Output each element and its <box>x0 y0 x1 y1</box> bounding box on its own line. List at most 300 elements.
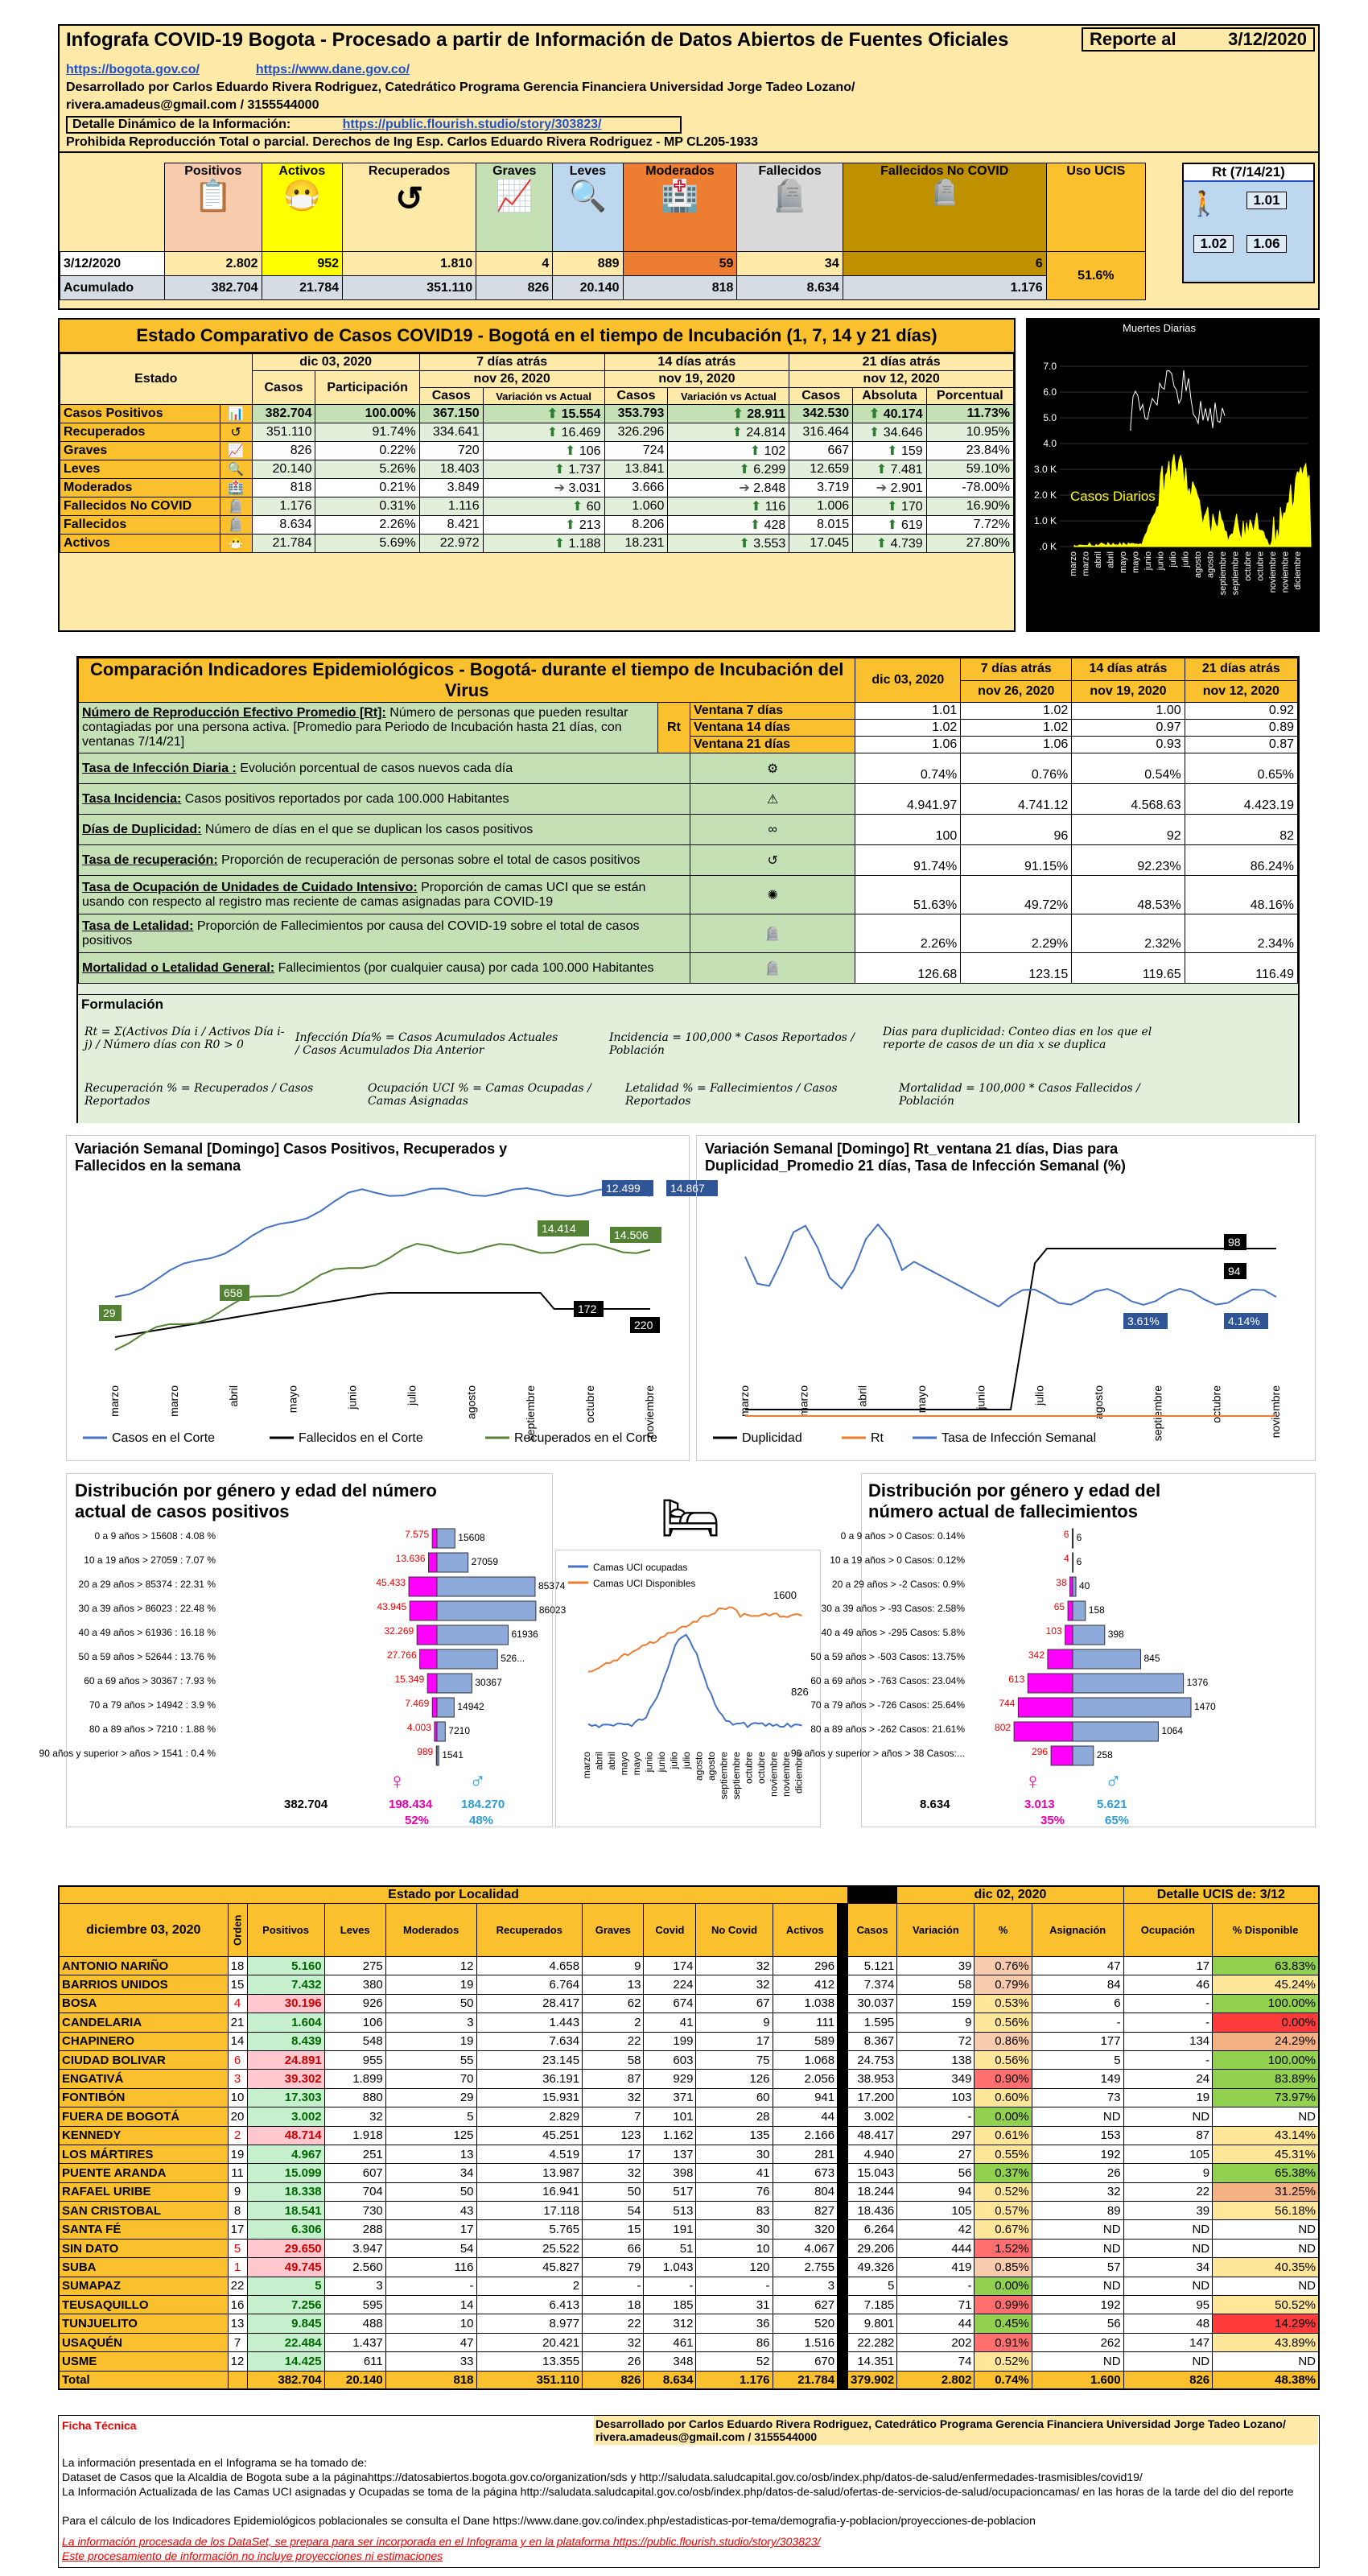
loc-cell: 191 <box>644 2220 696 2239</box>
data-label: 3.61% <box>1127 1315 1160 1327</box>
loc-cell: 72 <box>897 2032 974 2050</box>
loc-row <box>59 2333 1319 2351</box>
link-dane[interactable]: https://www.dane.gov.co/ <box>255 63 410 76</box>
female-value: 989 <box>417 1746 434 1757</box>
loc-name: ENGATIVÁ <box>59 2070 228 2088</box>
loc-name: RAFAEL URIBE <box>59 2182 228 2201</box>
loc-cell: 111 <box>773 2013 838 2032</box>
separator <box>838 2296 848 2314</box>
kpi-row-label: 3/12/2020 <box>60 252 165 276</box>
detail-link[interactable]: https://public.flourish.studio/story/303823/ <box>342 118 602 131</box>
loc-cell: 603 <box>644 2050 696 2069</box>
loc-cell: 21.784 <box>773 2371 838 2389</box>
prohibited-line: Prohibida Reproducción Total o parcial. Derechos de Ing Esp. Carlos Eduardo Rivera Rodriguez - MP CL205-1933 <box>66 135 759 149</box>
indicator-cell: 48.16% <box>1185 876 1297 914</box>
search-icon: 🔍 <box>568 180 608 213</box>
estado-cell: 59.10% <box>926 460 1013 479</box>
loc-cell: 30.196 <box>247 1994 324 2013</box>
estado-col-header: nov 19, 2020 <box>604 371 789 388</box>
separator <box>838 1957 848 1975</box>
loc-orden: 4 <box>228 1994 247 2013</box>
female-bar <box>429 1553 437 1572</box>
loc-cell: 65.38% <box>1213 2164 1319 2182</box>
loc-name: TUNJUELITO <box>59 2314 228 2333</box>
indicators-table <box>78 658 1298 984</box>
male-value: 15608 <box>458 1532 485 1543</box>
male-bar <box>437 1746 439 1765</box>
x-tick-label: septiembre <box>1151 1385 1164 1442</box>
tombstone-icon: 🪦 <box>770 180 810 213</box>
estado-cell: 1.116 <box>419 497 483 516</box>
loc-cell: ND <box>1032 2277 1123 2295</box>
loc-cell: 1.068 <box>773 2050 838 2069</box>
x-tick-label: mayo <box>618 1752 630 1776</box>
loc-cell: 40.35% <box>1213 2258 1319 2277</box>
indicator-description: Tasa de Ocupación de Unidades de Cuidado Intensivo: Proporción de camas UCI que se están usando con respecto al registro mas reciente de camas asignadas para COVID-19 <box>79 876 690 914</box>
estado-cell: ⬆ 159 <box>853 442 926 460</box>
data-label: 826 <box>791 1686 809 1698</box>
loc-cell: 48.714 <box>247 2126 324 2145</box>
indicator-description: Tasa Incidencia: Casos positivos reportados por cada 100.000 Habitantes <box>79 784 690 815</box>
loc-cell: 0.74% <box>974 2371 1032 2389</box>
loc-cell: 10 <box>696 2239 773 2257</box>
loc-cell: ND <box>1123 2352 1213 2371</box>
female-total: 3.013 <box>1024 1798 1055 1811</box>
data-label: 14.506 <box>614 1228 649 1241</box>
loc-cell: 57 <box>1032 2258 1123 2277</box>
loc-name: USAQUÉN <box>59 2333 228 2351</box>
loc-cell: 348 <box>644 2352 696 2371</box>
age-label: 30 a 39 años > -93 Casos: 2.58% <box>821 1603 965 1614</box>
loc-cell: 101 <box>644 2107 696 2126</box>
loc-cell: 6.264 <box>848 2220 897 2239</box>
estado-row-icon: 🏥 <box>220 479 252 497</box>
loc-orden: 9 <box>228 2182 247 2201</box>
loc-cell: 0.67% <box>974 2220 1032 2239</box>
estado-cell: 1.006 <box>789 497 853 516</box>
estado-cell: 8.015 <box>789 516 853 535</box>
rt-box <box>1182 163 1315 283</box>
estado-cell: 1.060 <box>604 497 668 516</box>
loc-cell: 0.90% <box>974 2070 1032 2088</box>
rt-window: Ventana 21 días <box>690 737 855 753</box>
x-tick-label: octubre <box>1209 1385 1223 1423</box>
estado-cell: 342.530 <box>789 405 853 423</box>
loc-cell: 627 <box>773 2296 838 2314</box>
indicator-cell: 116.49 <box>1185 953 1297 984</box>
estado-cell: 351.110 <box>252 423 315 442</box>
male-bar <box>1073 1625 1105 1645</box>
separator <box>838 2371 848 2389</box>
estado-cell: ⬆ 34.646 <box>853 423 926 442</box>
loc-cell: 192 <box>1032 2296 1123 2314</box>
formula-incidencia: Incidencia = 100,000 * Casos Reportados / Población <box>609 1031 855 1057</box>
male-bar <box>437 1577 535 1596</box>
loc-cell: 548 <box>324 2032 385 2050</box>
estado-row-label: Casos Positivos <box>60 405 220 423</box>
x-tick-label: marzo <box>738 1385 751 1417</box>
estado-row-label: Moderados <box>60 479 220 497</box>
estado-cell: 667 <box>789 442 853 460</box>
indicator-cell: 2.29% <box>961 914 1072 953</box>
loc-cell: 7 <box>583 2107 644 2126</box>
loc-cell: 79 <box>583 2258 644 2277</box>
estado-cell: ⬆ 15.554 <box>483 405 604 423</box>
loc-cell: 0.56% <box>974 2050 1032 2069</box>
author-line: Desarrollado por Carlos Eduardo Rivera Rodriguez, Catedrático Programa Gerencia Financiera Universidad Jorge Tadeo Lozano/ <box>66 80 855 94</box>
loc-cell: ND <box>1213 2107 1319 2126</box>
loc-orden: 18 <box>228 1957 247 1975</box>
kpi-cell: 6 <box>843 252 1046 276</box>
x-tick-label: agosto <box>464 1385 478 1420</box>
loc-cell: 48.417 <box>848 2126 897 2145</box>
weekly-cases-chart <box>66 1135 705 1461</box>
age-label: 10 a 19 años > 27059 : 7.07 % <box>84 1554 216 1566</box>
male-bar <box>437 1529 455 1548</box>
loc-cell: ND <box>1213 2239 1319 2257</box>
kpi-head-activos: Activos 😷 <box>262 163 343 252</box>
loc-cell: 120 <box>696 2258 773 2277</box>
loc-cell: 44 <box>897 2314 974 2333</box>
loc-cell: 74 <box>897 2352 974 2371</box>
loc-cell: 296 <box>773 1957 838 1975</box>
loc-cell: 13.355 <box>476 2352 583 2371</box>
male-value: 526... <box>501 1653 525 1664</box>
loc-cell: 517 <box>644 2182 696 2201</box>
loc-cell: ND <box>1123 2277 1213 2295</box>
x-tick-label: junio <box>1143 551 1153 571</box>
footer-line: La Información Actualizada de las Camas UCI asignadas y Ocupadas se toma de la página http://saludata.saludcapital.gov.co/osb/index.php/datos-de-salud/ofertas-de-servicios-de-salud/ocupacioncamas/ en las horas de la tarde del dio del reporte <box>62 2485 1294 2498</box>
loc-cell: 14 <box>385 2296 476 2314</box>
male-value: 61936 <box>511 1629 538 1640</box>
x-tick-label: agosto <box>1205 551 1216 579</box>
estado-cell: 334.641 <box>419 423 483 442</box>
loc-cell: 62 <box>583 1994 644 2013</box>
loc-cell: 138 <box>897 2050 974 2069</box>
loc-cell: 30 <box>696 2220 773 2239</box>
x-tick-label: marzo <box>797 1385 810 1417</box>
female-bar <box>1014 1722 1073 1741</box>
estado-cell: ⬆ 116 <box>668 497 789 516</box>
y-tick-label: 1.0 K <box>1033 515 1057 526</box>
loc-name: FUERA DE BOGOTÁ <box>59 2107 228 2126</box>
y-tick-label: 3.0 K <box>1033 464 1057 475</box>
indicator-cell: 0.54% <box>1072 753 1185 784</box>
indicator-row <box>79 953 1298 984</box>
male-value: 7210 <box>448 1725 471 1736</box>
loc-cell: 18 <box>583 2296 644 2314</box>
indicator-cell: 92 <box>1072 815 1185 845</box>
uci-chart <box>555 1550 821 1827</box>
footer-note: La información procesada de los DataSet, se prepara para ser incorporada en el Infograma y en la plataforma https://public.flourish.studio/story/303823/ <box>62 2535 821 2548</box>
loc-row <box>59 2088 1319 2107</box>
daily-chart-svg <box>1026 318 1320 632</box>
loc-cell: 32 <box>583 2088 644 2107</box>
loc-row <box>59 1975 1319 1994</box>
loc-cell: 312 <box>644 2314 696 2333</box>
estado-row-label: Activos <box>60 535 220 553</box>
loc-cell: 26 <box>1032 2164 1123 2182</box>
loc-cell: 351.110 <box>476 2371 583 2389</box>
loc-cell: 48 <box>1123 2314 1213 2333</box>
loc-row <box>59 2239 1319 2257</box>
loc-cell: 5 <box>247 2277 324 2295</box>
kpi-cell: 826 <box>476 276 553 300</box>
loc-cell: 29 <box>385 2088 476 2107</box>
loc-group-header: Detalle UCIS de: 3/12 <box>1123 1886 1319 1904</box>
estado-cell: 22.972 <box>419 535 483 553</box>
female-value: 38 <box>1056 1577 1067 1588</box>
female-bar <box>432 1529 437 1548</box>
age-label: 40 a 49 años > -295 Casos: 5.8% <box>821 1627 965 1638</box>
loc-cell: 730 <box>324 2202 385 2220</box>
loc-cell: 412 <box>773 1975 838 1994</box>
loc-orden: 10 <box>228 2088 247 2107</box>
loc-orden: 6 <box>228 2050 247 2069</box>
separator <box>838 2352 848 2371</box>
indicator-cell: 0.65% <box>1185 753 1297 784</box>
estado-row-icon: 🪦 <box>220 497 252 516</box>
rt-cell: 1.02 <box>855 720 961 737</box>
loc-cell: 0.00% <box>974 2277 1032 2295</box>
loc-cell: 13.987 <box>476 2164 583 2182</box>
x-tick-label: octubre <box>1243 551 1253 581</box>
male-value: 1541 <box>442 1749 464 1761</box>
series-line <box>115 1293 650 1337</box>
loc-cell: 5 <box>848 2277 897 2295</box>
loc-cell: 14.425 <box>247 2352 324 2371</box>
estado-cell: ⬆ 170 <box>853 497 926 516</box>
loc-cell: 16.941 <box>476 2182 583 2201</box>
female-pct: 52% <box>405 1814 430 1827</box>
estado-col-header: Absoluta <box>853 388 926 405</box>
loc-cell: 673 <box>773 2164 838 2182</box>
indicator-row <box>79 815 1298 845</box>
indicator-col-header: 21 días atrás <box>1185 658 1297 681</box>
x-tick-label: noviembre <box>1280 551 1291 593</box>
link-bogota[interactable]: https://bogota.gov.co/ <box>66 63 200 76</box>
x-tick-label: septiembre <box>731 1752 742 1800</box>
loc-cell: 24.753 <box>848 2050 897 2069</box>
separator <box>838 2164 848 2182</box>
indicator-col-header: 7 días atrás <box>961 658 1072 681</box>
indicator-description: Tasa de Infección Diaria : Evolución porcentual de casos nuevos cada día <box>79 753 690 784</box>
estado-cell: 3.719 <box>789 479 853 497</box>
loc-row <box>59 2032 1319 2050</box>
separator <box>838 2333 848 2351</box>
loc-col-header: Covid <box>644 1904 696 1957</box>
loc-name: BOSA <box>59 1994 228 2013</box>
estado-row <box>60 479 1014 497</box>
loc-cell: 7.634 <box>476 2032 583 2050</box>
loc-cell: 29.650 <box>247 2239 324 2257</box>
loc-cell: 22 <box>1123 2182 1213 2201</box>
estado-col-header: 7 días atrás <box>419 354 604 371</box>
indicators-panel <box>76 656 1300 1123</box>
loc-row <box>59 2182 1319 2201</box>
estado-cell: 0.21% <box>315 479 419 497</box>
estado-cell: 818 <box>252 479 315 497</box>
loc-cell: 0.56% <box>974 2013 1032 2032</box>
loc-row <box>59 2013 1319 2032</box>
loc-cell: 1.443 <box>476 2013 583 2032</box>
loc-cell: 8.977 <box>476 2314 583 2333</box>
loc-cell: 382.704 <box>247 2371 324 2389</box>
data-label: 4.14% <box>1228 1315 1260 1327</box>
loc-cell: 8.367 <box>848 2032 897 2050</box>
female-bar <box>1068 1601 1073 1620</box>
loc-cell: 9 <box>897 2013 974 2032</box>
clipboard-icon: 📋 <box>194 180 233 213</box>
rt-value-21: 1.06 <box>1246 235 1287 253</box>
loc-cell: 17.200 <box>848 2088 897 2107</box>
estado-row-label: Fallecidos No COVID <box>60 497 220 516</box>
indicator-cell: 126.68 <box>855 953 961 984</box>
loc-name: SIN DATO <box>59 2239 228 2257</box>
x-tick-label: abril <box>855 1385 869 1407</box>
separator <box>838 2145 848 2163</box>
formula-box <box>78 994 1298 1123</box>
male-value: 27059 <box>471 1556 499 1567</box>
loc-cell: - <box>583 2277 644 2295</box>
age-label: 80 a 89 años > -262 Casos: 21.61% <box>810 1724 965 1735</box>
loc-orden: 8 <box>228 2202 247 2220</box>
separator <box>838 2032 848 2050</box>
loc-cell: 5.121 <box>848 1957 897 1975</box>
female-value: 613 <box>1008 1674 1025 1685</box>
loc-cell: ND <box>1213 2352 1319 2371</box>
kpi-cell: 351.110 <box>343 276 476 300</box>
loc-cell: 262 <box>1032 2333 1123 2351</box>
loc-cell: 12 <box>385 1957 476 1975</box>
loc-cell: ND <box>1032 2220 1123 2239</box>
loc-row <box>59 2050 1319 2069</box>
x-tick-label: mayo <box>1119 551 1128 573</box>
rt-cell: 0.87 <box>1185 737 1297 753</box>
uso-ucis-value: 51.6% <box>1046 252 1145 300</box>
x-tick-label: noviembre <box>781 1752 792 1798</box>
estado-title: Estado Comparativo de Casos COVID19 - Bogotá en el tiempo de Incubación (1, 7, 14 y 21 días) <box>60 320 1014 353</box>
female-value: 342 <box>1028 1649 1045 1661</box>
daily-chart <box>1026 318 1320 632</box>
loc-name: USME <box>59 2352 228 2371</box>
loc-cell: 147 <box>1123 2333 1213 2351</box>
y-tick-label: 2.0 K <box>1033 489 1057 501</box>
loc-cell: 17 <box>385 2220 476 2239</box>
kpi-head-moderados: Moderados 🏥 <box>623 163 737 252</box>
indicator-cell: 123.15 <box>961 953 1072 984</box>
formula-letalidad: Letalidad % = Fallecimientos / Casos Reportados <box>625 1082 838 1108</box>
estado-col-header: 14 días atrás <box>604 354 789 371</box>
loc-cell: 0.79% <box>974 1975 1032 1994</box>
loc-cell: 46 <box>1123 1975 1213 1994</box>
loc-cell: 818 <box>385 2371 476 2389</box>
x-tick-label: septiembre <box>718 1752 730 1800</box>
loc-orden: 22 <box>228 2277 247 2295</box>
kpi-cell: 818 <box>623 276 737 300</box>
cases-pyramid <box>39 1473 567 1827</box>
male-value: 86023 <box>538 1604 567 1616</box>
indicator-icon: ⚙ <box>690 753 855 784</box>
loc-cell: 827 <box>773 2202 838 2220</box>
loc-cell: 14.351 <box>848 2352 897 2371</box>
loc-cell: 105 <box>897 2202 974 2220</box>
x-tick-label: marzo <box>108 1385 121 1417</box>
estado-cell: ⬆ 213 <box>483 516 604 535</box>
loc-cell: 0.61% <box>974 2126 1032 2145</box>
loc-cell: 83.89% <box>1213 2070 1319 2088</box>
loc-cell: 19 <box>1123 2088 1213 2107</box>
estado-col-header: dic 03, 2020 <box>252 354 419 371</box>
kpi-cell: 889 <box>553 252 623 276</box>
loc-col-header: % <box>974 1904 1032 1957</box>
formula-duplicidad: Dias para duplicidad: Conteo dias en los que el reporte de casos de un dia x se duplica <box>883 1026 1152 1051</box>
loc-cell: 23.145 <box>476 2050 583 2069</box>
loc-orden <box>228 2371 247 2389</box>
loc-cell: 2.560 <box>324 2258 385 2277</box>
female-value: 13.636 <box>395 1553 426 1564</box>
female-value: 27.766 <box>386 1649 417 1661</box>
uci-available-line <box>588 1607 802 1671</box>
kpi-cell: 4 <box>476 252 553 276</box>
kpi-cell: 1.176 <box>843 276 1046 300</box>
loc-cell: 1.600 <box>1032 2371 1123 2389</box>
loc-cell: 826 <box>1123 2371 1213 2389</box>
indicator-cell: 0.74% <box>855 753 961 784</box>
loc-cell: 159 <box>897 1994 974 2013</box>
indicator-description: Tasa de Letalidad: Proporción de Fallecimientos por causa del COVID-19 sobre el total de casos positivos <box>79 914 690 953</box>
rt-cell: 1.01 <box>855 703 961 720</box>
loc-cell: 89 <box>1032 2202 1123 2220</box>
loc-orden: 17 <box>228 2220 247 2239</box>
loc-cell: ND <box>1032 2352 1123 2371</box>
estado-cell: 21.784 <box>252 535 315 553</box>
x-tick-label: julio <box>681 1752 692 1769</box>
loc-row <box>59 1957 1319 1975</box>
estado-row-label: Leves <box>60 460 220 479</box>
loc-cell: 36.191 <box>476 2070 583 2088</box>
estado-col-header: nov 26, 2020 <box>419 371 604 388</box>
female-value: 296 <box>1032 1746 1049 1757</box>
loc-cell: 22 <box>583 2032 644 2050</box>
loc-cell: 149 <box>1032 2070 1123 2088</box>
rt-window: Ventana 7 días <box>690 703 855 720</box>
loc-col-header: Asignación <box>1032 1904 1123 1957</box>
estado-cell: -78.00% <box>926 479 1013 497</box>
loc-cell: 2 <box>476 2277 583 2295</box>
loc-cell: 419 <box>897 2258 974 2277</box>
loc-cell: 1.162 <box>644 2126 696 2145</box>
indicator-row <box>79 914 1298 953</box>
page-title: Infografa COVID-19 Bogota - Procesado a partir de Información de Datos Abiertos de Fuentes Oficiales <box>66 29 1009 51</box>
estado-cell: ⬆ 7.481 <box>853 460 926 479</box>
loc-cell: 134 <box>1123 2032 1213 2050</box>
loc-cell: 2.056 <box>773 2070 838 2088</box>
estado-cell: ⬆ 4.739 <box>853 535 926 553</box>
female-value: 4.003 <box>406 1722 431 1733</box>
loc-cell: 5.160 <box>247 1957 324 1975</box>
uci-chart-svg <box>556 1550 822 1828</box>
indicator-cell: 2.34% <box>1185 914 1297 953</box>
estado-panel <box>58 318 1016 632</box>
loc-cell: 380 <box>324 1975 385 1994</box>
male-bar <box>437 1649 497 1669</box>
loc-row <box>59 2107 1319 2126</box>
x-tick-label: noviembre <box>1269 1385 1282 1439</box>
kpi-cell: 1.810 <box>343 252 476 276</box>
legend-label: Camas UCI Disponibles <box>593 1578 696 1589</box>
series-line <box>115 1188 650 1297</box>
